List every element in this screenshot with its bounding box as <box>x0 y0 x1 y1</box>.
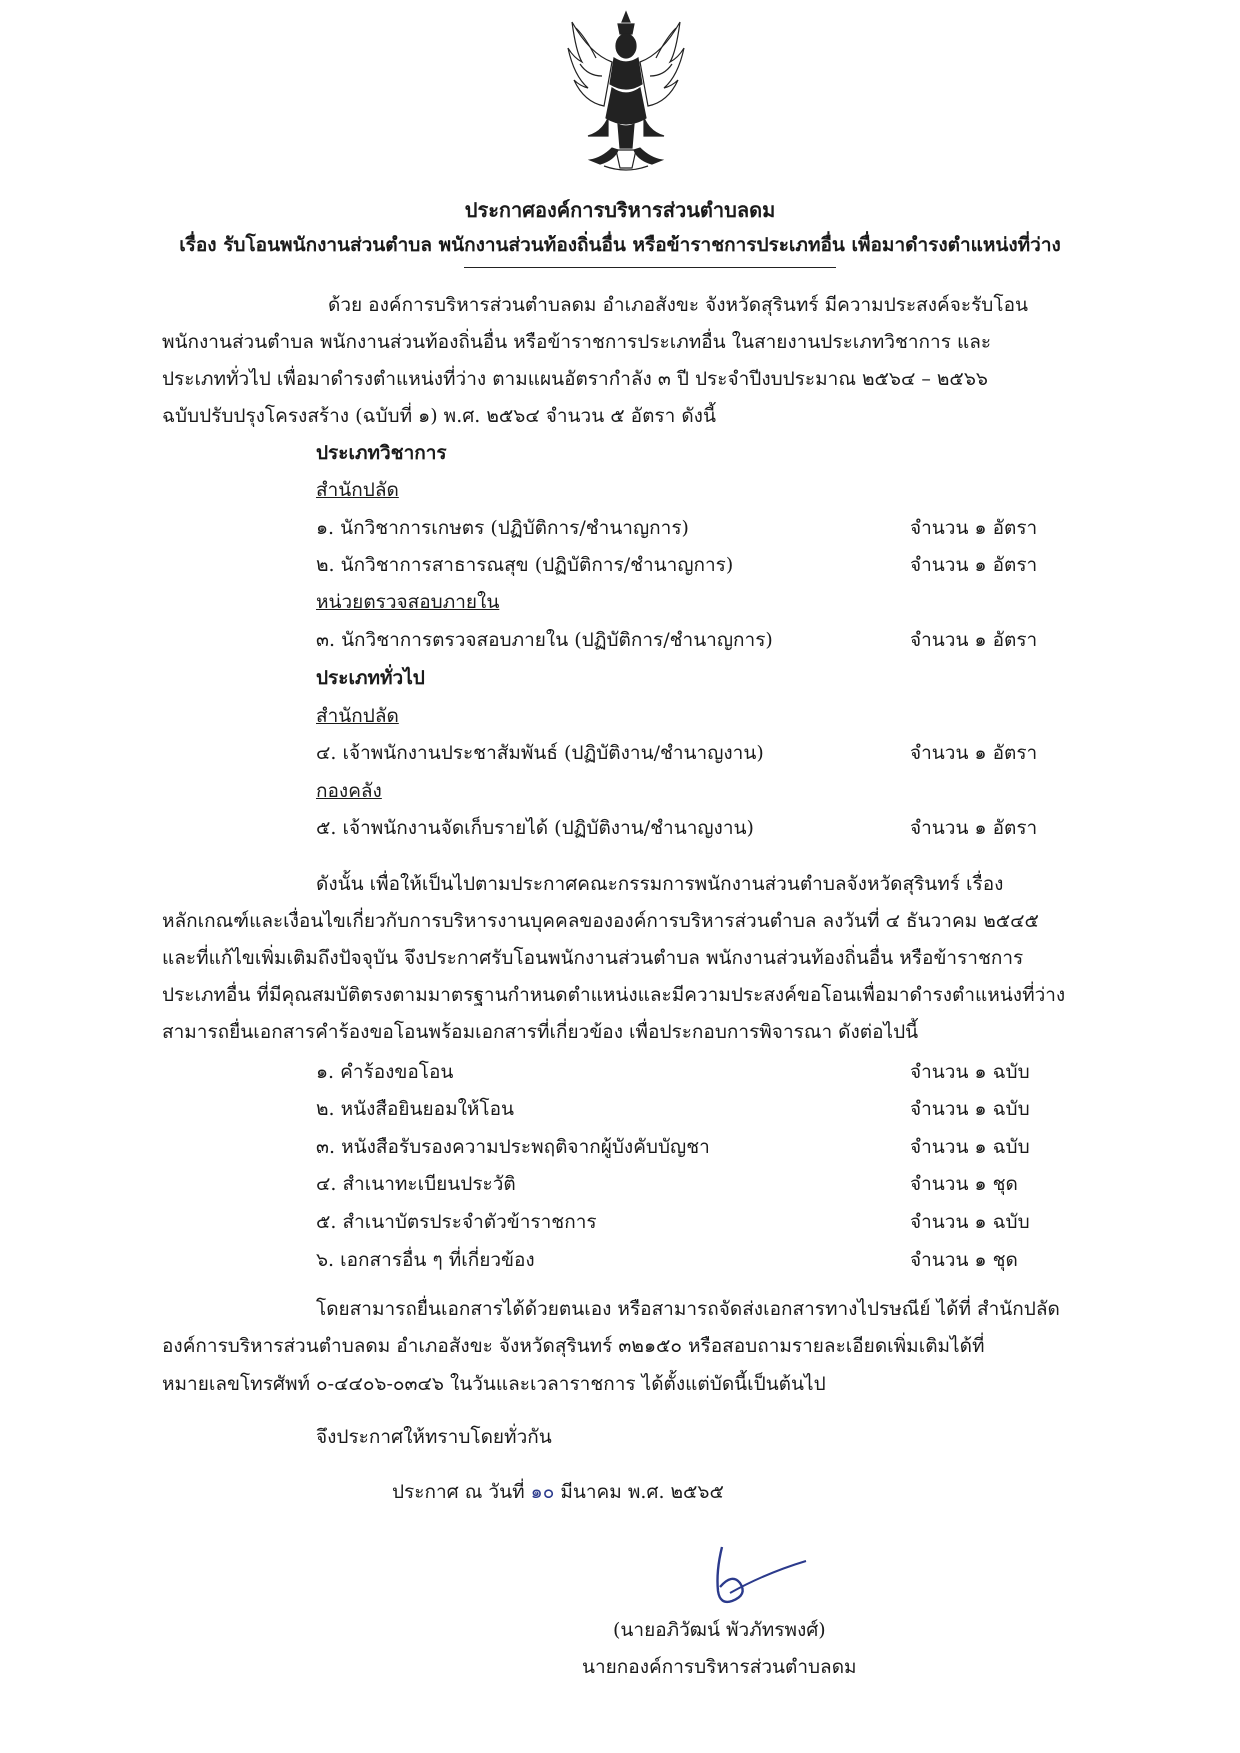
document-count: จำนวน ๑ ฉบับ <box>910 1061 1030 1083</box>
category-general: ประเภททั่วไป <box>316 667 425 689</box>
office-heading: สำนักปลัด <box>316 705 399 727</box>
intro-line-2: พนักงานส่วนตำบล พนักงานส่วนท้องถิ่นอื่น หรือข้าราชการประเภทอื่น ในสายงานประเภทวิชาการ และ <box>162 331 992 353</box>
position-count: จำนวน ๑ อัตรา <box>910 554 1038 576</box>
signatory-name: (นายอภิวัฒน์ พัวภัทรพงศ์) <box>613 1619 826 1641</box>
document-item: ๒. หนังสือยินยอมให้โอน <box>316 1098 514 1120</box>
office-heading: สำนักปลัด <box>316 479 399 501</box>
category-academic: ประเภทวิชาการ <box>316 442 447 464</box>
document-count: จำนวน ๑ ฉบับ <box>910 1211 1030 1233</box>
announcement-subject: เรื่อง รับโอนพนักงานส่วนตำบล พนักงานส่วนท้องถิ่นอื่น หรือข้าราชการประเภทอื่น เพื่อมาดำรงตำแหน่งที่ว่าง <box>179 234 1061 256</box>
garuda-emblem-icon <box>556 6 696 178</box>
document-item: ๓. หนังสือรับรองความประพฤติจากผู้บังคับบัญชา <box>316 1136 710 1158</box>
document-item: ๖. เอกสารอื่น ๆ ที่เกี่ยวข้อง <box>316 1249 535 1271</box>
office-heading: กองคลัง <box>316 780 382 802</box>
document-item: ๔. สำเนาทะเบียนประวัติ <box>316 1173 516 1195</box>
handwritten-signature-icon <box>700 1545 810 1617</box>
body3-line-1: โดยสามารถยื่นเอกสารได้ด้วยตนเอง หรือสามารถจัดส่งเอกสารทางไปรษณีย์ ได้ที่ สำนักปลัด <box>316 1298 1060 1320</box>
document-count: จำนวน ๑ ฉบับ <box>910 1136 1030 1158</box>
body2-line-2: หลักเกณฑ์และเงื่อนไขเกี่ยวกับการบริหารงานบุคคลขององค์การบริหารส่วนตำบล ลงวันที่ ๔ ธันวาคม ๒๕๔๕ <box>162 910 1039 932</box>
date-day: ๑๐ <box>530 1481 555 1503</box>
body2-line-1: ดังนั้น เพื่อให้เป็นไปตามประกาศคณะกรรมการพนักงานส่วนตำบลจังหวัดสุรินทร์ เรื่อง <box>316 873 1004 895</box>
position-count: จำนวน ๑ อัตรา <box>910 742 1038 764</box>
closing-announcement: จึงประกาศให้ทราบโดยทั่วกัน <box>316 1426 552 1448</box>
date-month-year: มีนาคม พ.ศ. ๒๕๖๕ <box>560 1481 724 1503</box>
body2-line-4: ประเภทอื่น ที่มีคุณสมบัติตรงตามมาตรฐานกำหนดตำแหน่งและมีความประสงค์ขอโอนเพื่อมาดำรงตำแหน่งที่ว่าง <box>162 984 1066 1006</box>
position-count: จำนวน ๑ อัตรา <box>910 629 1038 651</box>
position-count: จำนวน ๑ อัตรา <box>910 817 1038 839</box>
document-count: จำนวน ๑ ฉบับ <box>910 1098 1030 1120</box>
office-heading: หน่วยตรวจสอบภายใน <box>316 591 500 613</box>
announcement-title: ประกาศองค์การบริหารส่วนตำบลดม <box>464 198 776 222</box>
document-count: จำนวน ๑ ชุด <box>910 1173 1018 1195</box>
position-item: ๑. นักวิชาการเกษตร (ปฏิบัติการ/ชำนาญการ) <box>316 517 689 539</box>
position-item: ๕. เจ้าพนักงานจัดเก็บรายได้ (ปฏิบัติงาน/ชำนาญงาน) <box>316 817 754 839</box>
document-item: ๕. สำเนาบัตรประจำตัวข้าราชการ <box>316 1211 597 1233</box>
announcement-date <box>392 1480 724 1504</box>
intro-line-3: ประเภททั่วไป เพื่อมาดำรงตำแหน่งที่ว่าง ตามแผนอัตรากำลัง ๓ ปี ประจำปีงบประมาณ ๒๕๖๔ – ๒๕๖๖ <box>162 368 988 390</box>
body2-line-5: สามารถยื่นเอกสารคำร้องขอโอนพร้อมเอกสารที่เกี่ยวข้อง เพื่อประกอบการพิจารณา ดังต่อไปนี้ <box>162 1021 919 1043</box>
intro-line-1: ด้วย องค์การบริหารส่วนตำบลดม อำเภอสังขะ จังหวัดสุรินทร์ มีความประสงค์จะรับโอน <box>328 294 1028 316</box>
body3-line-2: องค์การบริหารส่วนตำบลดม อำเภอสังขะ จังหวัดสุรินทร์ ๓๒๑๕๐ หรือสอบถามรายละเอียดเพิ่มเติมได้ที่ <box>162 1335 985 1357</box>
position-item: ๒. นักวิชาการสาธารณสุข (ปฏิบัติการ/ชำนาญการ) <box>316 554 734 576</box>
title-divider <box>464 267 836 268</box>
signatory-position: นายกองค์การบริหารส่วนตำบลดม <box>582 1656 857 1678</box>
position-item: ๔. เจ้าพนักงานประชาสัมพันธ์ (ปฏิบัติงาน/ชำนาญงาน) <box>316 742 764 764</box>
body3-line-3: หมายเลขโทรศัพท์ ๐-๔๔๐๖-๐๓๔๖ ในวันและเวลาราชการ ได้ตั้งแต่บัดนี้เป็นต้นไป <box>162 1373 826 1395</box>
date-prefix: ประกาศ ณ วันที่ <box>392 1481 525 1503</box>
document-count: จำนวน ๑ ชุด <box>910 1249 1018 1271</box>
body2-line-3: และที่แก้ไขเพิ่มเติมถึงปัจจุบัน จึงประกาศรับโอนพนักงานส่วนตำบล พนักงานส่วนท้องถิ่นอื่น หรือข้าราชการ <box>162 947 1024 969</box>
position-item: ๓. นักวิชาการตรวจสอบภายใน (ปฏิบัติการ/ชำนาญการ) <box>316 629 773 651</box>
intro-line-4: ฉบับปรับปรุงโครงสร้าง (ฉบับที่ ๑) พ.ศ. ๒๕๖๔ จำนวน ๕ อัตรา ดังนี้ <box>162 405 716 427</box>
position-count: จำนวน ๑ อัตรา <box>910 517 1038 539</box>
document-item: ๑. คำร้องขอโอน <box>316 1061 454 1083</box>
